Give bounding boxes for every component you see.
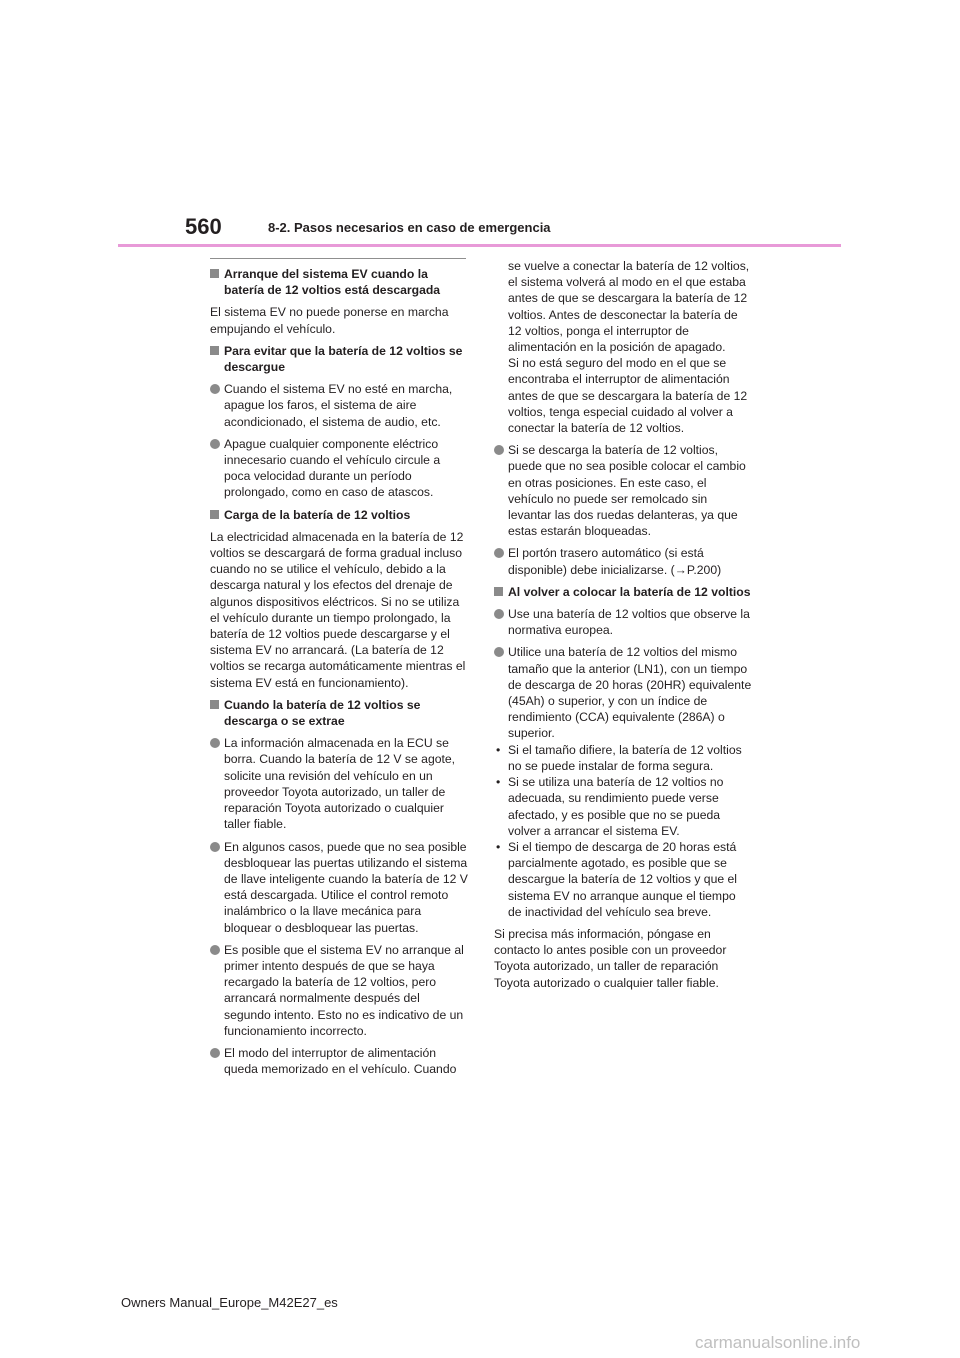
bullet-item — [494, 606, 752, 638]
bullet-item — [210, 735, 468, 832]
watermark: carmanualsonline.info — [695, 1333, 861, 1352]
subheading-text: Al volver a colocar la batería de 12 voltios — [508, 584, 751, 599]
small-bullet-icon: • — [496, 839, 501, 854]
page-number: 560 — [185, 214, 222, 239]
circle-bullet-icon — [210, 1048, 220, 1058]
circle-bullet-icon — [494, 445, 504, 455]
bullet-text: El portón trasero automático (si está disponible) debe inicializarse. (→P.200) — [508, 546, 722, 577]
subheading — [210, 697, 468, 729]
square-bullet-icon — [494, 587, 503, 596]
circle-bullet-icon — [210, 738, 220, 748]
bullet-text: Cuando el sistema EV no esté en marcha, apague los faros, el sistema de aire acondicionado, el sistema de audio, etc. — [224, 382, 453, 429]
circle-bullet-icon — [210, 842, 220, 852]
bullet-item — [210, 942, 468, 1039]
bullet-item — [494, 545, 752, 577]
square-bullet-icon — [210, 269, 219, 278]
circle-bullet-icon — [494, 548, 504, 558]
bullet-item — [210, 381, 468, 430]
sub-item — [494, 742, 752, 774]
subheading-text: Cuando la batería de 12 voltios se descarga o se extrae — [224, 697, 421, 729]
small-bullet-icon: • — [496, 775, 501, 790]
section-rule — [210, 258, 466, 259]
manual-footer: Owners Manual_Europe_M42E27_es — [121, 1295, 338, 1310]
sub-item-text: Si se utiliza una batería de 12 voltios no adecuada, su rendimiento puede verse afectado, y es posible que no se pueda volver a arrancar el sistema EV. — [508, 775, 724, 838]
subheading — [494, 584, 752, 600]
bullet-continuation: se vuelve a conectar la batería de 12 voltios, el sistema volverá al modo en el que estaba antes de que se descargara la batería de 12 voltios. Antes de desconectar la batería de 12 voltios, ponga el interruptor de alimentación en la posición de apagado. — [508, 259, 750, 355]
bullet-item — [494, 442, 752, 539]
sub-item — [494, 839, 752, 920]
bullet-text: En algunos casos, puede que no sea posible desbloquear las puertas utilizando el sistema de llave inteligente cuando la batería de 12 V está descargada. Utilice el control remoto inalámbrico o la llave mecánica para bloquear o desbloquear las puertas. — [224, 839, 468, 935]
square-bullet-icon — [210, 346, 219, 355]
bullet-text: Utilice una batería de 12 voltios del mismo tamaño que la anterior (LN1), con un tiempo de descarga de 20 horas (20HR) equivalente (45Ah) o superior, y con un índice de rendimiento (CCA) equivalente (286A) o superior. — [508, 645, 752, 741]
circle-bullet-icon — [210, 945, 220, 955]
bullet-text: Use una batería de 12 voltios que observe la normativa europea. — [508, 607, 750, 638]
bullet-text: El modo del interruptor de alimentación queda memorizado en el vehículo. Cuando — [224, 1045, 457, 1077]
subheading-text: Para evitar que la batería de 12 voltios se descargue — [224, 343, 463, 375]
header-divider — [118, 244, 841, 247]
bullet-text: Es posible que el sistema EV no arranque al primer intento después de que se haya recargado la batería de 12 voltios, pero arrancará normalmente después del segundo intento. Esto no es indicativo de un funcionamiento incorrecto. — [224, 942, 464, 1038]
section-title: 8-2. Pasos necesarios en caso de emergencia — [268, 220, 551, 235]
circle-bullet-icon — [210, 439, 220, 449]
subheading — [210, 266, 468, 298]
left-column — [210, 258, 468, 1083]
bullet-item — [210, 839, 468, 936]
circle-bullet-icon — [494, 647, 504, 657]
small-bullet-icon: • — [496, 742, 501, 757]
square-bullet-icon — [210, 510, 219, 519]
subheading — [210, 343, 468, 375]
circle-bullet-icon — [494, 609, 504, 619]
circle-bullet-icon — [210, 384, 220, 394]
subheading-text: Arranque del sistema EV cuando la batería de 12 voltios está descargada — [224, 267, 441, 298]
sub-item-text: Si el tamaño difiere, la batería de 12 voltios no se puede instalar de forma segura. — [508, 742, 742, 773]
bullet-item — [494, 644, 752, 741]
sub-item-text: Si el tiempo de descarga de 20 horas está parcialmente agotado, es posible que se descargue la batería de 12 voltios y que el sistema EV no arranque aunque el tiempo de inactividad del vehículo sea breve. — [508, 839, 738, 919]
bullet-item — [210, 436, 468, 501]
bullet-item — [210, 1045, 468, 1077]
right-column — [494, 258, 752, 997]
paragraph: La electricidad almacenada en la batería de 12 voltios se descargará de forma gradual incluso cuando no se utilice el vehículo, debido a la descarga natural y los efectos del drenaje de algunos dispositivos eléctricos. Si no se utiliza el vehículo durante un tiempo prolongado, la batería de 12 voltios puede descargarse y el sistema EV no arrancará. (La batería de 12 voltios se recarga automáticamente mientras el sistema EV está en funcionamiento). — [210, 529, 466, 690]
subheading — [210, 507, 468, 523]
square-bullet-icon — [210, 700, 219, 709]
bullet-continuation: Si no está seguro del modo en el que se encontraba el interruptor de alimentación antes de que se descargara la batería de 12 voltios, tenga especial cuidado al volver a conectar la batería de 12 voltios. — [508, 356, 748, 436]
paragraph: El sistema EV no puede ponerse en marcha empujando el vehículo. — [210, 305, 449, 336]
bullet-text: Si se descarga la batería de 12 voltios, puede que no sea posible colocar el cambio en otras posiciones. En este caso, el vehículo no puede ser remolcado sin levantar las dos ruedas delanteras, ya que estas estarán bloqueadas. — [508, 443, 746, 539]
subheading-text: Carga de la batería de 12 voltios — [224, 507, 411, 522]
bullet-text: La información almacenada en la ECU se borra. Cuando la batería de 12 V se agote, solicite una revisión del vehículo en un proveedor Toyota autorizado, un taller de reparación Toyota autorizado o cualquier taller fiable. — [224, 736, 456, 832]
paragraph: Si precisa más información, póngase en contacto lo antes posible con un proveedor Toyota autorizado, un taller de reparación Toyota autorizado o cualquier taller fiable. — [494, 926, 727, 990]
bullet-text: Apague cualquier componente eléctrico innecesario cuando el vehículo circule a poca velocidad durante un período prolongado, como en caso de atascos. — [224, 436, 441, 500]
sub-item — [494, 774, 752, 839]
